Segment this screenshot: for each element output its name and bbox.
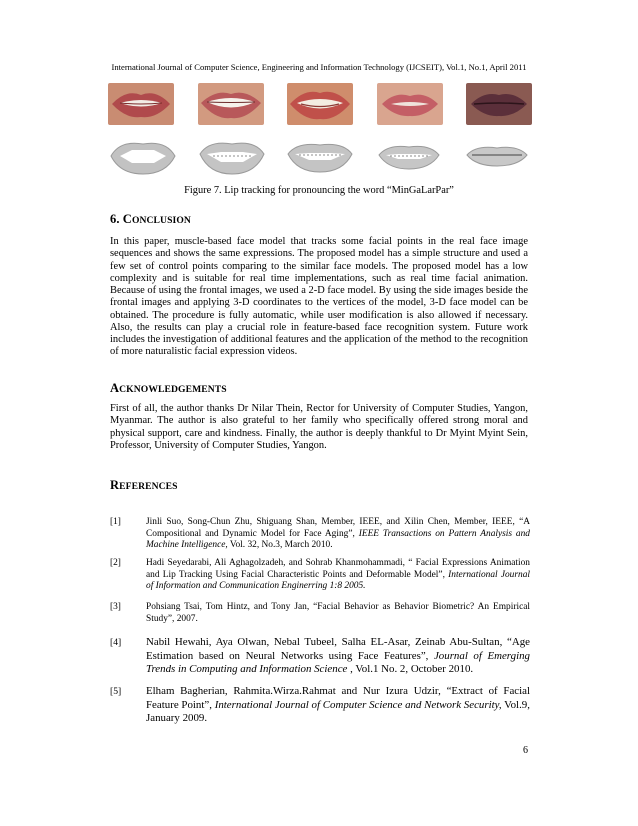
lip-photo-row [108, 83, 532, 133]
reference-item [110, 636, 530, 677]
journal-header: International Journal of Computer Science, Engineering and Information Technology (IJCSEIT), Vol.1, No.1, April 2011 [111, 62, 527, 72]
lip-model [462, 132, 532, 180]
lip-photo [198, 83, 264, 125]
reference-number: [5] [110, 686, 122, 697]
conclusion-heading: 6. CONCLUSION [110, 212, 191, 226]
reference-text: Elham Bagherian, Rahmita.Wirza.Rahmat and Nur Izura Udzir, “Extract of Facial Feature Point”, International Journal of Computer Science and Network Security, Vol.9, January 2009. [146, 685, 530, 725]
lip-photo [108, 83, 174, 125]
reference-item [110, 558, 530, 593]
reference-text: Jinli Suo, Song-Chun Zhu, Shiguang Shan, Member, IEEE, and Xilin Chen, Member, IEEE, “A Compositional and Dynamic Model for Face Aging”, IEEE Transactions on Pattern Analysis and Machine Intelligence, Vol. 32, No.3, March 2010. [146, 517, 530, 551]
reference-item [110, 685, 530, 726]
conclusion-text: In this paper, muscle-based face model that tracks some facial points in the real face image sequences and shows the same expressions. The proposed model has a simple structure and used a few set of control points comparing to the similar face models. The proposed model has a low complexity and is suitable for real time implementations, such as real time facial animation. Because of using the frontal images, we used a 2-D face model. By using the side images beside the frontal images and applying 3-D coordinates to the vertices of the model, 3-D face model can be obtained. The procedure is fully automatic, while user modification is also allowed if necessary. Also, the results can play a crucial role in feature-based face recognition system. Future work includes the investigation of additional features and the application of the method to the recognition of more naturalistic facial expression videos. [110, 236, 528, 358]
acknowledgements-heading: ACKNOWLEDGEMENTS [110, 381, 227, 395]
reference-number: [1] [110, 517, 121, 527]
lip-model [108, 132, 178, 180]
figure-caption: Figure 7. Lip tracking for pronouncing the word “MinGaLarPar” [184, 185, 454, 196]
reference-item [110, 602, 530, 625]
acknowledgements-text: First of all, the author thanks Dr Nilar Thein, Rector for University of Computer Studies, Yangon, Myanmar. The author is also grateful to her family who specifically offered strong moral and physical support, care and kindness. Finally, the author is deeply thankful to Dr Myint Myint Sein, Professor, University of Computer Studies, Yangon. [110, 403, 528, 451]
references-heading: REFERENCES [110, 478, 178, 492]
lip-photo [466, 83, 532, 125]
lip-model [374, 132, 444, 180]
lip-model-row [108, 132, 532, 182]
reference-number: [2] [110, 558, 121, 568]
reference-number: [4] [110, 637, 122, 648]
lip-photo [287, 83, 353, 125]
lip-model [197, 132, 267, 180]
reference-text: Pohsiang Tsai, Tom Hintz, and Tony Jan, “Facial Behavior as Behavior Biometric? An Empirical Study”, 2007. [146, 602, 530, 624]
reference-text: Nabil Hewahi, Aya Olwan, Nebal Tubeel, Salha EL-Asar, Zeinab Abu-Sultan, “Age Estimation based on Neural Networks using Face Features”, Journal of Emerging Trends in Computing and Information Science , Vol.1 No. 2, October 2010. [146, 636, 530, 676]
reference-item [110, 517, 530, 552]
reference-number: [3] [110, 602, 121, 612]
lip-model [285, 132, 355, 180]
reference-text: Hadi Seyedarabi, Ali Aghagolzadeh, and Sohrab Khanmohammadi, “ Facial Expressions Animation and Lip Tracking Using Facial Characteristic Points and Deformable Model”, International Journal of Information and Communication Enginerring 1:8 2005. [146, 558, 530, 592]
page-number: 6 [523, 745, 528, 756]
lip-photo [377, 83, 443, 125]
